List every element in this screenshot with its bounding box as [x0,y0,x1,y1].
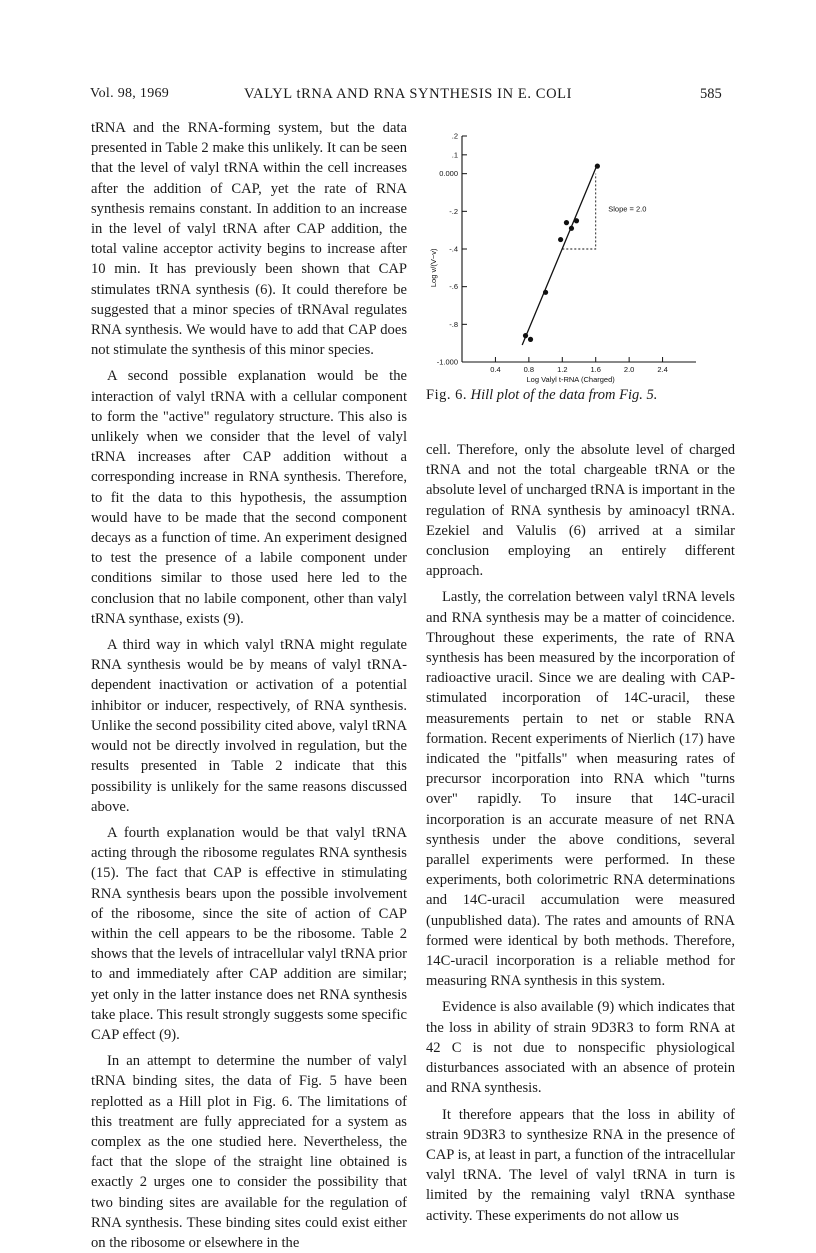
y-tick-label: 0.000 [439,169,458,179]
x-tick-label: 0.4 [490,365,501,374]
fit-line [522,164,597,345]
y-tick-label: .2 [451,131,458,141]
x-tick-label: 2.4 [657,365,668,374]
data-point [528,337,533,342]
paragraph: A second possible explanation would be the interaction of valyl tRNA with a cellular component to form the "active" regulatory structure. This also is unlikely when we consider that the level of valyl tRNA increases after CAP addition without a corresponding increase in RNA synthesis. Therefore, to fit the data to this hypothesis, the assumption would have to be made that the second component decays as a function of time. An experiment designed to test the presence of a labile component under conditions similar to those used here led to the conclusion that no labile component, other than valyl tRNA synthase, exists (9). [91,368,407,627]
x-axis-label: Log Valyl t-RNA (Charged) [526,375,615,384]
paragraph: Lastly, the correlation between valyl tRNA levels and RNA synthesis may be a matter of coincidence. Throughout these experiments, the rate of RNA synthesis has been measured by the incorporation of radioactive uracil. Since we are dealing with CAP-stimulated incorporation of 14C-uracil, these measurements pertain to net or stable RNA formation. Recent experiments of Nierlich (17) have indicated the "pitfalls" when measuring rates of precursor incorporation into RNA which "turns over" rapidly. To insure that 14C-uracil incorporation is an accurate measure of net RNA synthesis under the above conditions, several parallel experiments were performed. In these experiments, both colorimetric RNA determinations and 14C-uracil accumulation were measured (unpublished data). The rates and amounts of RNA formed were identical by both methods. Therefore, 14C-uracil incorporation is a reliable method for measuring RNA synthesis in this system. [426,589,735,990]
data-point [558,237,563,242]
paragraph: It therefore appears that the loss in ability of strain 9D3R3 to synthesize RNA in the presence of CAP is, at least in part, a function of the intracellular valyl tRNA. The level of valyl tRNA in turn is limited by the remaining valyl tRNA synthase activity. These experiments do not allow us [426,1106,735,1224]
y-tick-label: -.6 [449,282,458,292]
data-point [569,226,574,231]
figure-label: Fig. 6. [426,387,467,403]
paragraph: A third way in which valyl tRNA might regulate RNA synthesis would be by means of valyl tRNA-dependent inactivation or activation of a potential inhibitor or inducer, respectively, of RNA synthesis. Unlike the second possibility cited above, valyl tRNA would not be directly involved in regulation, but the results presented in Table 2 indicate that this possibility is unlikely for the same reasons discussed above. [91,637,407,815]
data-point [574,218,579,223]
running-header [0,86,816,108]
y-axis-label: Log v/(V−v) [429,248,438,288]
paragraph: A fourth explanation would be that valyl tRNA acting through the ribosome regulates RNA synthesis (15). The fact that CAP is effective in stimulating RNA synthesis bears upon the possible involvement of the ribosome, since the site of action of CAP within the cell appears to be the ribosome. Table 2 shows that the levels of intracellular valyl tRNA prior to and immediately after CAP addition are similar; yet only in the latter instance does net RNA synthesis take place. This result strongly suggests some specific CAP effect (9). [91,824,407,1043]
slope-annotation: Slope = 2.0 [608,204,647,214]
data-point [564,220,569,225]
y-tick-label: -.2 [449,206,458,216]
data-point [543,290,548,295]
data-point [523,333,528,338]
page-number: 585 [700,86,722,102]
x-tick-label: 1.6 [590,365,601,374]
figure-caption [426,385,735,405]
y-tick-label: -.4 [449,244,458,254]
paragraph: Evidence is also available (9) which indicates that the loss in ability of strain 9D3R3 to form RNA at 42 C is not due to nonspecific physiological disturbances associated with an absence of protein and RNA synthesis. [426,999,735,1097]
y-tick-label: .1 [451,150,458,160]
figure-caption-text: Hill plot of the data from Fig. 5. [470,387,658,403]
y-tick-label: -.8 [449,319,458,329]
volume-label: Vol. 98, 1969 [90,86,170,101]
running-title: VALYL tRNA AND RNA SYNTHESIS IN E. COLI [243,86,573,102]
paragraph: tRNA and the RNA-forming system, but the data presented in Table 2 make this unlikely. It can be seen that the level of valyl tRNA within the cell increases after the addition of CAP, yet the rate of RNA synthesis remains constant. In addition to an increase in the level of valyl tRNA after CAP addition, the total valine acceptor activity begins to increase after 10 min. It has previously been shown that CAP stimulates tRNA synthesis (6). It could therefore be suggested that a minor species of tRNAval regulates RNA synthesis. We would have to add that CAP does not stimulate the synthesis of this minor species. [91,120,407,359]
data-point [595,164,600,169]
right-column [426,440,735,1226]
left-column [91,118,407,1253]
y-tick-label: -1.000 [436,357,458,367]
x-tick-label: 2.0 [623,365,635,374]
paragraph: In an attempt to determine the number of valyl tRNA binding sites, the data of Fig. 5 have been replotted as a Hill plot in Fig. 6. The limitations of this treatment are fully appreciated for a system as complex as the one studied here. Nevertheless, the fact that the slope of the straight line obtained is exactly 2 urges one to consider the possibility that two binding sites are available for the regulation of RNA synthesis. These binding sites could exist either on the ribosome or elsewhere in the [91,1053,407,1251]
hill-plot-chart [420,118,740,388]
paragraph: cell. Therefore, only the absolute level of charged tRNA and not the total chargeable tRNA or the absolute level of uncharged tRNA is important in the regulation of RNA synthesis by aminoacyl tRNA. Ezekiel and Valulis (6) arrived at a similar conclusion employing an entirely different approach. [426,442,735,580]
x-tick-label: 0.8 [523,365,535,374]
x-tick-label: 1.2 [557,365,568,374]
figure-6 [420,118,740,388]
